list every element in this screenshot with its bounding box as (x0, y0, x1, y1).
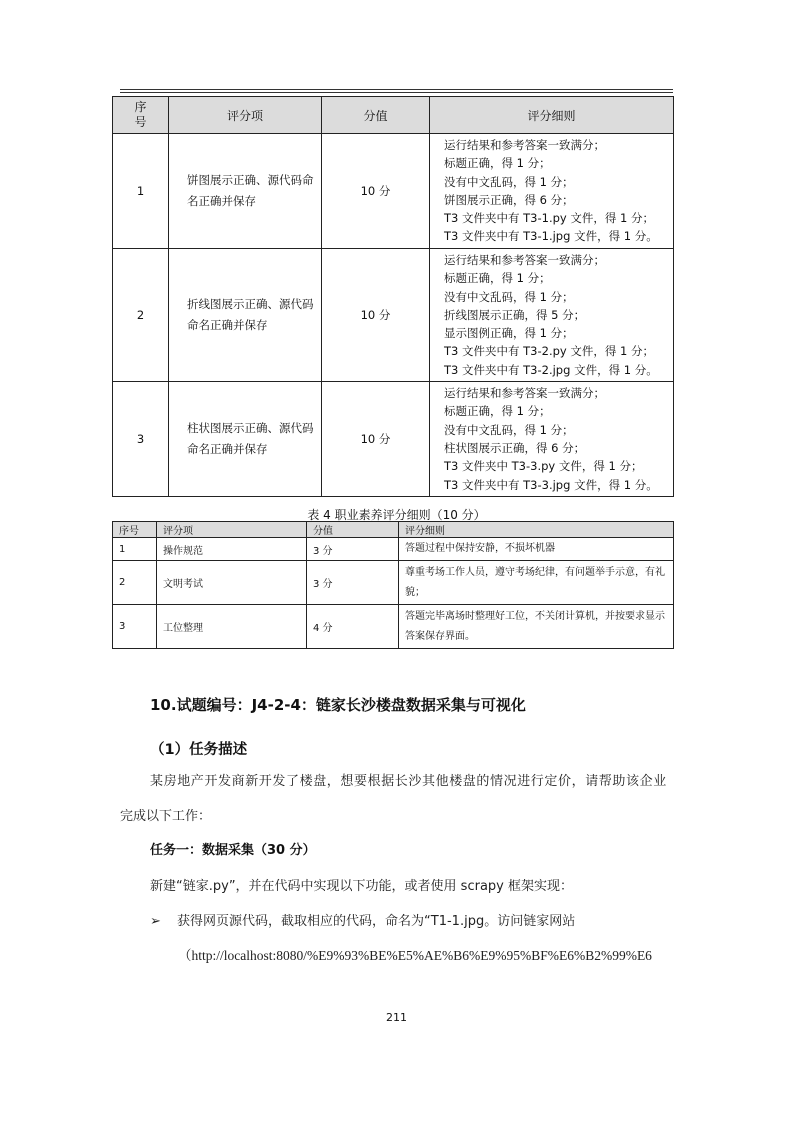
row-item: 文明考试 (157, 561, 307, 605)
row-details: 运行结果和参考答案一致满分； 标题正确，得 1 分； 没有中文乱码，得 1 分； 饼图展示正确，得 6 分； T3 文件夹中有 T3-1.py 文件，得 1 分； T3 文件夹中有 T3-1.jpg 文件，得 1 分。 (430, 134, 674, 249)
table-header-row (113, 522, 674, 538)
header-item: 评分项 (169, 97, 322, 134)
header-details: 评分细则 (399, 522, 674, 538)
row-details: 答题过程中保持安静，不损坏机器 (399, 538, 674, 561)
header-score: 分值 (322, 97, 430, 134)
header-details: 评分细则 (430, 97, 674, 134)
header-score: 分值 (307, 522, 399, 538)
row-no: 3 (113, 382, 169, 497)
table-row (113, 605, 674, 649)
bullet-text: 获得网页源代码，截取相应的代码，命名为“T1-1.jpg。访问链家网站 (177, 914, 576, 929)
header-no: 序 号 (113, 97, 169, 134)
url-text: （http://localhost:8080/%E9%93%BE%E5%AE%B6%E9%95%BF%E6%B2%99%E6 (178, 948, 652, 963)
row-no: 2 (113, 249, 169, 382)
header-item: 评分项 (157, 522, 307, 538)
table-row (113, 249, 674, 382)
section-heading: 10.试题编号：J4-2-4：链家长沙楼盘数据采集与可视化 (150, 696, 526, 714)
header-rule (120, 89, 673, 90)
subsection-heading: （1）任务描述 (150, 742, 248, 758)
bullet-line (150, 910, 575, 929)
paragraph-line: 新建“链家.py”，并在代码中实现以下功能，或者使用 scrapy 框架实现： (150, 879, 573, 894)
table-row (113, 382, 674, 497)
header-no: 序号 (113, 522, 157, 538)
header-rule-second (120, 92, 673, 93)
row-details: 答题完毕离场时整理好工位，不关闭计算机，并按要求显示答案保存界面。 (399, 605, 674, 649)
row-details: 运行结果和参考答案一致满分； 标题正确，得 1 分； 没有中文乱码，得 1 分； 柱状图展示正确，得 6 分； T3 文件夹中 T3-3.py 文件，得 1 分； T3 文件夹中有 T3-3.jpg 文件，得 1 分。 (430, 382, 674, 497)
row-score: 10 分 (322, 134, 430, 249)
task-heading: 任务一：数据采集（30 分） (150, 843, 316, 858)
table-header-row (113, 97, 674, 134)
row-no: 3 (113, 605, 157, 649)
row-score: 10 分 (322, 382, 430, 497)
table-row (113, 561, 674, 605)
row-no: 1 (113, 538, 157, 561)
row-score: 3 分 (307, 538, 399, 561)
row-score: 10 分 (322, 249, 430, 382)
table-caption: 表 4 职业素养评分细则（10 分） (307, 508, 486, 522)
row-details: 运行结果和参考答案一致满分； 标题正确，得 1 分； 没有中文乱码，得 1 分； 折线图展示正确，得 5 分； 显示图例正确，得 1 分； T3 文件夹中有 T3-2.py 文件，得 1 分； T3 文件夹中有 T3-2.jpg 文件，得 1 分。 (430, 249, 674, 382)
professionalism-table (112, 521, 674, 649)
paragraph-line: 某房地产开发商新开发了楼盘，想要根据长沙其他楼盘的情况进行定价，请帮助该企业 (150, 774, 667, 789)
scoring-table (112, 96, 674, 497)
page-number: 211 (386, 1011, 407, 1024)
row-details: 尊重考场工作人员，遵守考场纪律，有问题举手示意，有礼貌； (399, 561, 674, 605)
row-score: 4 分 (307, 605, 399, 649)
row-item: 操作规范 (157, 538, 307, 561)
paragraph-line: 完成以下工作： (120, 809, 212, 824)
row-item: 柱状图展示正确、源代码命名正确并保存 (169, 382, 322, 497)
row-item: 折线图展示正确、源代码命名正确并保存 (169, 249, 322, 382)
row-score: 3 分 (307, 561, 399, 605)
row-item: 饼图展示正确、源代码命名正确并保存 (169, 134, 322, 249)
table-row (113, 538, 674, 561)
table-row (113, 134, 674, 249)
row-item: 工位整理 (157, 605, 307, 649)
bullet-arrow-icon: ➢ (150, 914, 161, 929)
row-no: 1 (113, 134, 169, 249)
row-no: 2 (113, 561, 157, 605)
